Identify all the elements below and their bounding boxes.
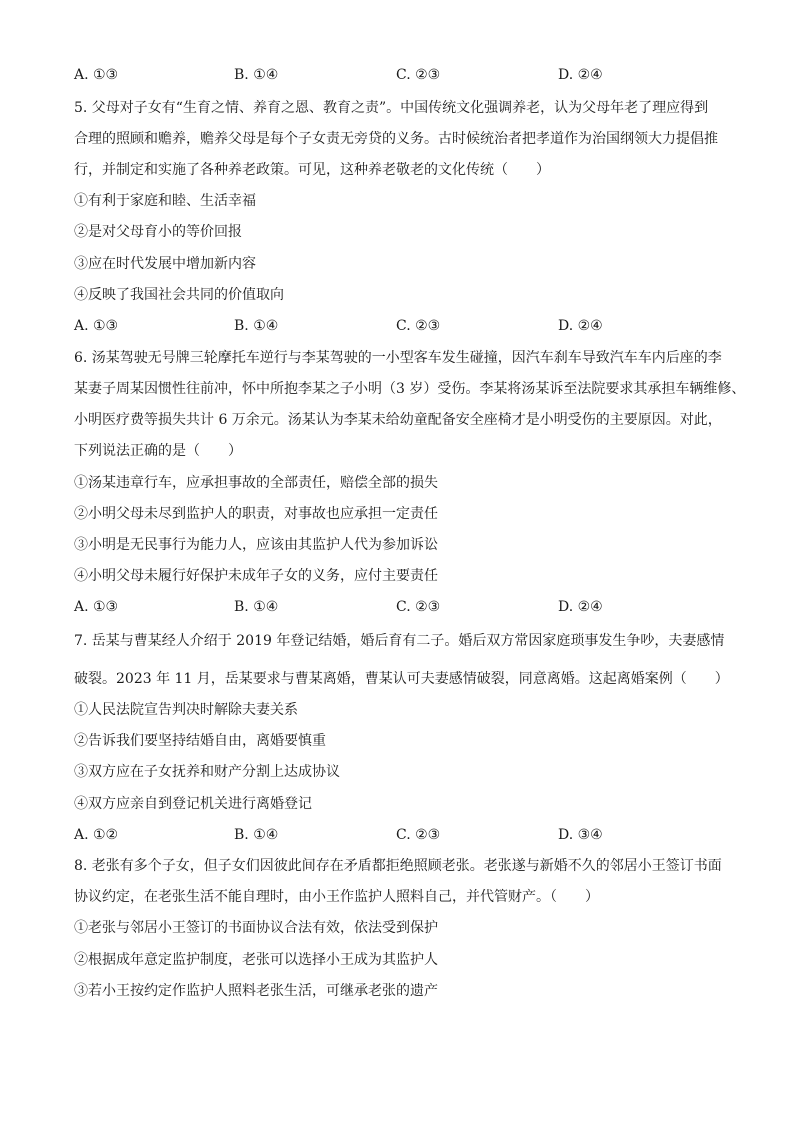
q6-item: ②小明父母未尽到监护人的职责，对事故也应承担一定责任 [74, 506, 438, 522]
option-d: D. ②④ [558, 599, 603, 615]
option-d: D. ②④ [558, 318, 603, 334]
q7-item: ④双方应亲自到登记机关进行离婚登记 [74, 796, 312, 812]
q8-item: ②根据成年意定监护制度，老张可以选择小王成为其监护人 [74, 952, 438, 968]
q6-options [74, 597, 734, 617]
q7-item: ③双方应在子女抚养和财产分割上达成协议 [74, 764, 340, 780]
option-d: D. ③④ [558, 827, 603, 843]
q4-options [74, 65, 734, 85]
option-a: A. ①③ [74, 318, 119, 334]
q8-stem-line: 8. 老张有多个子女，但子女们因彼此间存在矛盾都拒绝照顾老张。老张遂与新婚不久的邻居小王签订书面 [74, 858, 722, 874]
q8-stem-line: 协议约定，在老张生活不能自理时，由小王作监护人照料自己，并代管财产。（ ） [74, 889, 599, 905]
q6-item: ①汤某违章行车，应承担事故的全部责任，赔偿全部的损失 [74, 475, 438, 491]
option-c: C. ②③ [396, 599, 441, 615]
q5-options [74, 316, 734, 336]
q7-item: ②告诉我们要坚持结婚自由，离婚要慎重 [74, 733, 326, 749]
option-a: A. ①③ [74, 67, 119, 83]
q5-item: ①有利于家庭和睦、生活幸福 [74, 193, 256, 209]
q5-stem-line: 合理的照顾和赡养，赡养父母是每个子女责无旁贷的义务。古时候统治者把孝道作为治国纲领大力提倡推 [74, 131, 718, 147]
q6-stem-line: 某妻子周某因惯性往前冲，怀中所抱李某之子小明（3 岁）受伤。李某将汤某诉至法院要求其承担车辆维修、 [74, 381, 746, 397]
option-b: B. ①④ [234, 318, 279, 334]
q7-item: ①人民法院宣告判决时解除夫妻关系 [74, 702, 298, 718]
q6-item: ③小明是无民事行为能力人，应该由其监护人代为参加诉讼 [74, 537, 438, 553]
q6-stem-line: 小明医疗费等损失共计 6 万余元。汤某认为李某未给幼童配备安全座椅才是小明受伤的主要原因。对此， [74, 412, 722, 428]
q6-stem-line: 下列说法正确的是（ ） [74, 443, 242, 459]
q5-item: ③应在时代发展中增加新内容 [74, 256, 256, 272]
q7-options [74, 825, 734, 845]
option-c: C. ②③ [396, 827, 441, 843]
q8-item: ①老张与邻居小王签订的书面协议合法有效，依法受到保护 [74, 920, 438, 936]
option-a: A. ①② [74, 827, 119, 843]
q6-item: ④小明父母未履行好保护未成年子女的义务，应付主要责任 [74, 568, 438, 584]
option-b: B. ①④ [234, 67, 279, 83]
q5-stem-line: 5. 父母对子女有“生育之情、养育之恩、教育之责”。中国传统文化强调养老，认为父母年老了理应得到 [74, 100, 709, 116]
q7-stem-line: 破裂。2023 年 11 月，岳某要求与曹某离婚，曹某认可夫妻感情破裂，同意离婚。这起离婚案例（ ） [74, 671, 729, 687]
q5-stem-line: 行，并制定和实施了各种养老政策。可见，这种养老敬老的文化传统（ ） [74, 162, 550, 178]
q6-stem-line: 6. 汤某驾驶无号牌三轮摩托车逆行与李某驾驶的一小型客车发生碰撞，因汽车刹车导致汽车车内后座的李 [74, 350, 722, 366]
q5-item: ④反映了我国社会共同的价值取向 [74, 287, 284, 303]
option-b: B. ①④ [234, 827, 279, 843]
q8-item: ③若小王按约定作监护人照料老张生活，可继承老张的遗产 [74, 983, 438, 999]
option-a: A. ①③ [74, 599, 119, 615]
option-c: C. ②③ [396, 67, 441, 83]
option-c: C. ②③ [396, 318, 441, 334]
option-b: B. ①④ [234, 599, 279, 615]
option-d: D. ②④ [558, 67, 603, 83]
q5-item: ②是对父母育小的等价回报 [74, 224, 242, 240]
q7-stem-line: 7. 岳某与曹某经人介绍于 2019 年登记结婚，婚后育有二子。婚后双方常因家庭琐事发生争吵，夫妻感情 [74, 633, 725, 649]
